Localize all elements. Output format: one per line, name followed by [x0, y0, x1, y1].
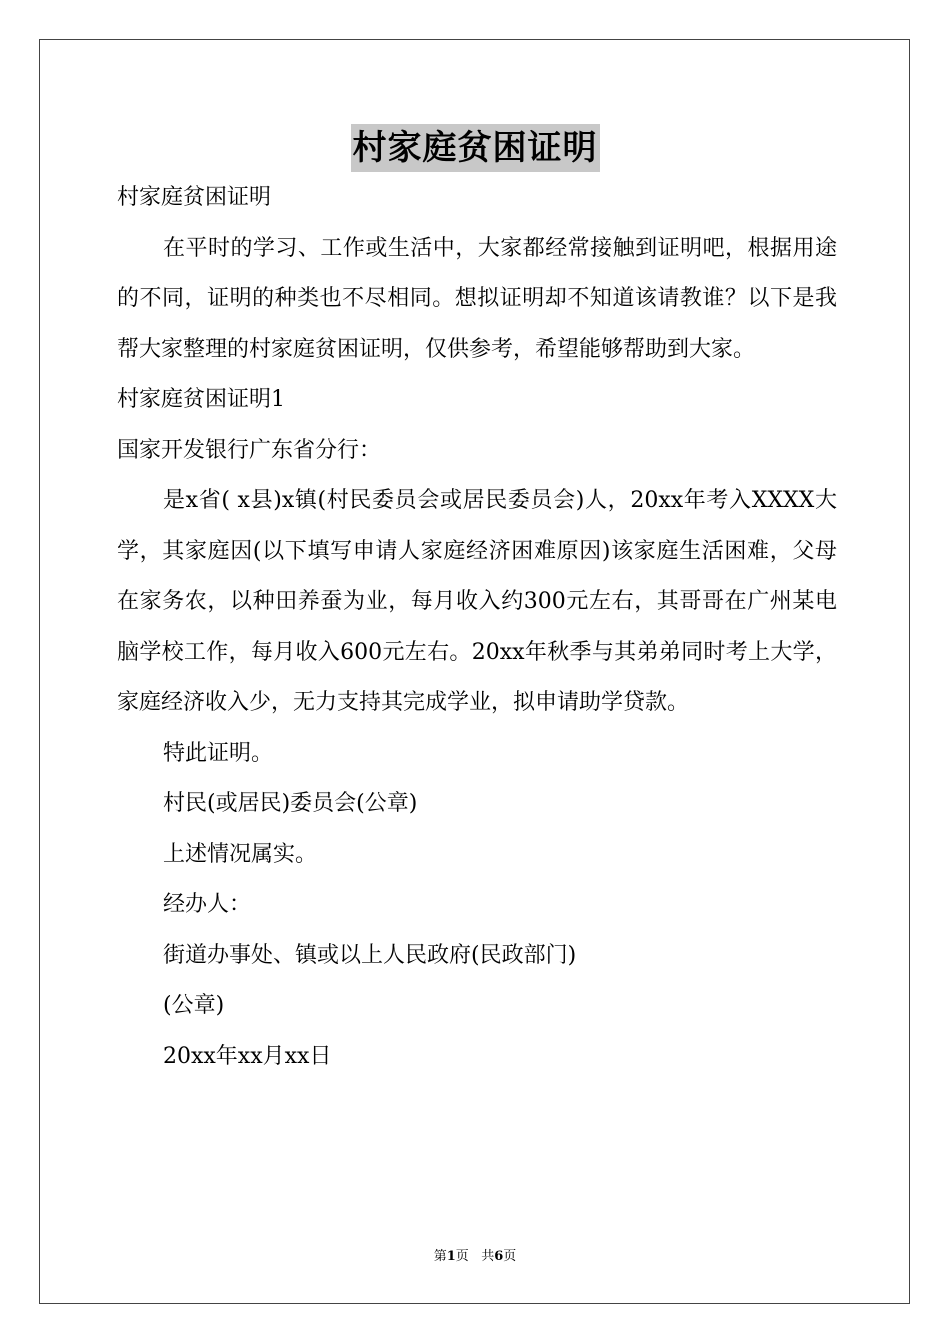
footer-page-total: 6 — [494, 1249, 504, 1264]
committee-seal-line: 村民(或居民)委员会(公章) — [163, 791, 418, 816]
verification-line: 上述情况属实。 — [163, 841, 318, 867]
subtitle: 村家庭贫困证明 — [117, 185, 272, 210]
handler-line: 经办人： — [163, 892, 252, 917]
footer-page-current: 1 — [446, 1249, 456, 1264]
footer-page-mid: 页 共 — [455, 1249, 495, 1264]
closing-line: 特此证明。 — [163, 740, 274, 766]
date-line: 20xx年xx月xx日 — [163, 1043, 332, 1069]
section-heading: 村家庭贫困证明1 — [117, 387, 285, 412]
document-title — [0, 124, 950, 178]
page-footer — [0, 1247, 950, 1267]
body-paragraph: 是x省( x县)x镇(村民委员会或居民委员会)人，20xx年考入XXXX大学，其家庭因(以下填写申请人家庭经济困难原因)该家庭生活困难，父母在家务农，以种田养蚕为业，每月收入约300元左右，其哥哥在广州某电脑学校工作，每月收入600元左右。20xx年秋季与其弟弟同时考上大学，家庭经济收入少，无力支持其完成学业，拟申请助学贷款。 — [117, 488, 837, 715]
footer-page-prefix: 第 — [433, 1249, 447, 1264]
government-office-line: 街道办事处、镇或以上人民政府(民政部门) — [163, 942, 577, 968]
footer-page-suffix: 页 — [503, 1249, 517, 1264]
addressee: 国家开发银行广东省分行： — [117, 437, 382, 463]
document-title-text: 村家庭贫困证明 — [351, 124, 600, 172]
document-body — [117, 173, 837, 1082]
government-seal-line: (公章) — [163, 993, 225, 1018]
intro-paragraph: 在平时的学习、工作或生活中，大家都经常接触到证明吧，根据用途的不同，证明的种类也不尽相同。想拟证明却不知道该请教谁？以下是我帮大家整理的村家庭贫困证明，仅供参考，希望能够帮助到大家。 — [117, 235, 837, 362]
